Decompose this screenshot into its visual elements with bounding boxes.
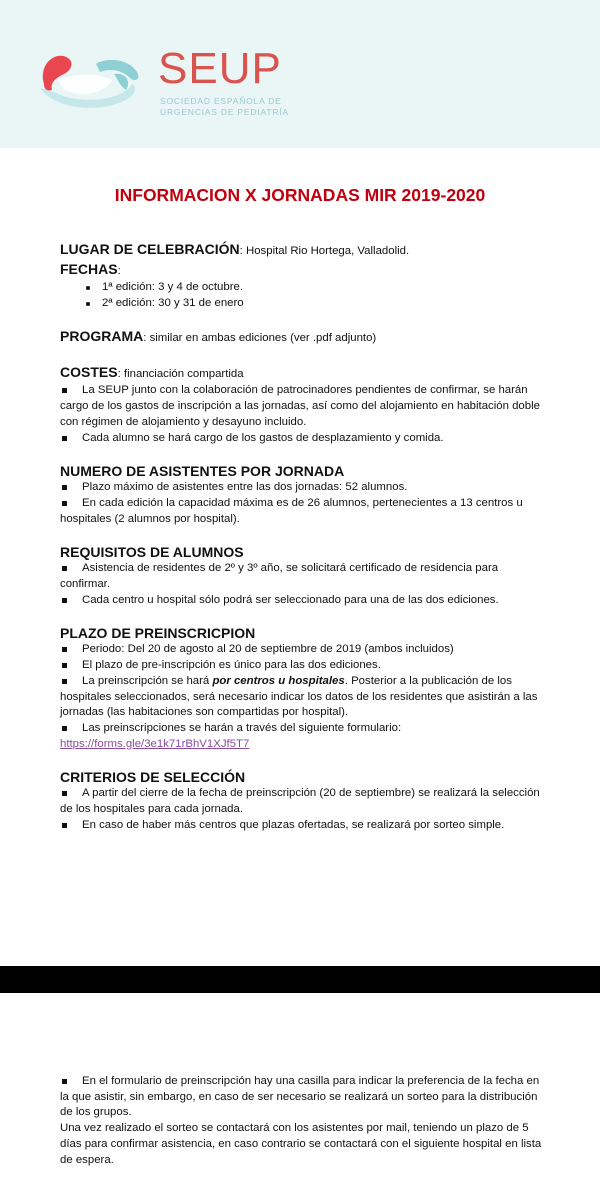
document-header (0, 0, 600, 148)
seup-logo-icon (34, 44, 144, 114)
section-asistentes: NUMERO DE ASISTENTES POR JORNADA (60, 463, 345, 480)
logo-subtitle-line1: SOCIEDAD ESPAÑOLA DE (160, 96, 282, 106)
list-item (60, 674, 550, 721)
fechas-colon: : (117, 265, 121, 277)
list-item: Asistencia de residentes de 2º y 3º año, se solicitará certificado de residencia para confirmar. (60, 561, 550, 592)
page-separator (0, 966, 600, 993)
list-item: En cada edición la capacidad máxima es de 26 alumnos, pertenecientes a 13 centros u hospitales (2 alumnos por hospital). (60, 496, 550, 527)
document-page (0, 148, 600, 966)
section-programa (60, 327, 550, 347)
list-item: Cada alumno se hará cargo de los gastos de desplazamiento y comida. (60, 431, 550, 447)
list-item: Plazo máximo de asistentes entre las dos jornadas: 52 alumnos. (60, 480, 550, 496)
list-item: 2ª edición: 30 y 31 de enero (60, 296, 550, 312)
logo-subtitle (160, 96, 289, 118)
logo-subtitle-line2: URGENCIAS DE PEDIATRÍA (160, 107, 289, 117)
document-body (60, 240, 550, 833)
registration-form-link[interactable]: https://forms.gle/3e1k71rBhV1XJf5T7 (60, 737, 250, 750)
list-item: Las preinscripciones se harán a través del siguiente formulario: (60, 721, 550, 737)
list-item: 1ª edición: 3 y 4 de octubre. (60, 280, 550, 296)
list-item: Periodo: Del 20 de agosto al 20 de septiembre de 2019 (ambos incluidos) (60, 642, 550, 658)
section-plazo: PLAZO DE PREINSCRICPION (60, 625, 256, 642)
programa-label: PROGRAMA (60, 328, 144, 345)
plazo-item3-post: . Posterior a la publicación de los hospitales seleccionados, será necesario indicar los datos de los residentes que asistirán a las jornadas (las habitaciones son compartidas por hospital). (60, 674, 538, 719)
closing-paragraph: Una vez realizado el sorteo se contactará con los asistentes por mail, teniendo un plazo de 5 días para confirmar asistencia, en caso contrario se contactará con el siguiente hospital en lista de espera. (60, 1122, 542, 1166)
programa-value: : similar en ambas ediciones (ver .pdf adjunto) (143, 332, 377, 345)
list-item: Cada centro u hospital sólo podrá ser seleccionado para una de las dos ediciones. (60, 593, 550, 609)
section-fechas (60, 260, 550, 280)
plazo-item3-emphasis: por centros u hospitales (212, 674, 345, 687)
logo-wordmark: SEUP (158, 44, 282, 93)
costes-label: COSTES (60, 364, 118, 381)
section-lugar (60, 240, 550, 260)
document-page-2 (60, 1074, 550, 1168)
list-item: A partir del cierre de la fecha de preinscripción (20 de septiembre) se realizará la selección de los hospitales para cada jornada. (60, 786, 550, 817)
lugar-value: : Hospital Rio Hortega, Valladolid. (239, 245, 410, 257)
fechas-label: FECHAS (60, 261, 118, 277)
list-item: La SEUP junto con la colaboración de patrocinadores pendientes de confirmar, se harán cargo de los gastos de inscripción a las jornadas, así como del alojamiento en habitación doble con régimen de alojamiento y desayuno incluido. (60, 383, 550, 430)
list-item: El plazo de pre-inscripción es único para las dos ediciones. (60, 658, 550, 674)
plazo-item3-pre: La preinscripción se hará (82, 674, 213, 687)
lugar-label: LUGAR DE CELEBRACIÓN (60, 241, 240, 257)
page-title: INFORMACION X JORNADAS MIR 2019-2020 (114, 185, 486, 205)
section-requisitos: REQUISITOS DE ALUMNOS (60, 544, 244, 561)
section-costes (60, 363, 550, 383)
list-item: En caso de haber más centros que plazas ofertadas, se realizará por sorteo simple. (60, 818, 550, 834)
list-item: En el formulario de preinscripción hay una casilla para indicar la preferencia de la fecha en la que asistir, sin embargo, en caso de ser necesario se realizará un sorteo para la distribución de los grupos. (60, 1074, 550, 1121)
section-criterios: CRITERIOS DE SELECCIÓN (60, 769, 246, 786)
costes-value: : financiación compartida (117, 368, 244, 381)
